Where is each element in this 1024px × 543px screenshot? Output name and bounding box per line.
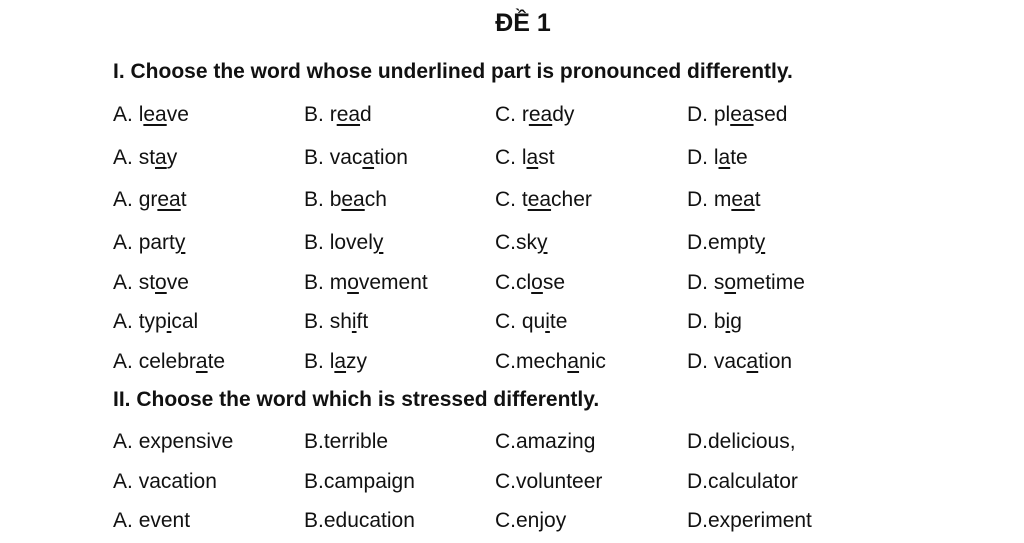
word-part: st	[538, 146, 555, 169]
word-part: vac	[329, 146, 363, 169]
option-d	[687, 509, 812, 533]
option-label: D.	[687, 188, 714, 211]
option-c	[495, 350, 606, 374]
underlined-part: a	[362, 146, 375, 169]
option-label: C.	[495, 350, 516, 373]
word-part: typ	[138, 310, 167, 333]
option-label: B.	[304, 310, 330, 333]
word-part: g	[730, 310, 742, 333]
option-label: A.	[113, 470, 139, 493]
option-d	[687, 146, 748, 170]
word-part: ft	[356, 310, 369, 333]
word-part: enjoy	[516, 509, 567, 532]
word-part: education	[323, 509, 415, 532]
option-label: D.	[687, 231, 708, 254]
option-label: D.	[687, 310, 714, 333]
option-label: B.	[304, 430, 324, 453]
word-part: ve	[166, 103, 189, 126]
word-part: vac	[713, 350, 747, 373]
underlined-part: a	[195, 350, 208, 373]
word-part: qu	[521, 310, 546, 333]
word-part: l	[329, 350, 335, 373]
word-part: lovel	[329, 231, 373, 254]
word-part: experiment	[708, 509, 812, 532]
option-label: C.	[495, 509, 516, 532]
word-part: amazing	[516, 430, 596, 453]
option-label: D.	[687, 146, 714, 169]
option-b	[304, 188, 387, 212]
option-label: D.	[687, 430, 708, 453]
option-b	[304, 146, 408, 170]
word-part: st	[138, 271, 156, 294]
option-c	[495, 310, 567, 334]
option-label: A.	[113, 188, 139, 211]
word-part: st	[138, 146, 156, 169]
option-d	[687, 310, 742, 334]
underlined-part: ea	[730, 103, 754, 126]
option-b	[304, 310, 368, 334]
option-b	[304, 231, 383, 255]
option-b	[304, 103, 372, 127]
underlined-part: ea	[527, 188, 552, 211]
underlined-part: o	[724, 271, 737, 294]
word-part: se	[542, 271, 566, 294]
option-label: A.	[113, 509, 139, 532]
word-part: delicious,	[708, 430, 796, 453]
underlined-part: o	[531, 271, 543, 294]
word-part: l	[138, 103, 144, 126]
option-label: D.	[687, 509, 708, 532]
option-a	[113, 470, 217, 494]
option-a	[113, 310, 198, 334]
word-part: t	[521, 188, 528, 211]
underlined-part: ea	[143, 103, 167, 126]
option-label: B.	[304, 231, 330, 254]
option-label: B.	[304, 509, 324, 532]
word-part: cal	[171, 310, 199, 333]
option-b	[304, 271, 428, 295]
word-part: r	[521, 103, 529, 126]
word-part: cl	[516, 271, 532, 294]
word-part: m	[713, 188, 732, 211]
underlined-part: a	[718, 146, 731, 169]
word-part: te	[549, 310, 568, 333]
word-part: volunteer	[516, 470, 603, 493]
word-part: dy	[552, 103, 575, 126]
option-label: A.	[113, 310, 139, 333]
option-label: B.	[304, 271, 330, 294]
underlined-part: i	[725, 310, 731, 333]
word-part: te	[207, 350, 226, 373]
word-part: sed	[753, 103, 788, 126]
option-d	[687, 103, 787, 127]
word-part: vement	[358, 271, 428, 294]
option-c	[495, 271, 565, 295]
word-part: b	[713, 310, 726, 333]
option-label: B.	[304, 146, 330, 169]
word-part: l	[521, 146, 527, 169]
page-title: ĐỀ 1	[495, 9, 551, 37]
underlined-part: ea	[341, 188, 365, 211]
option-c	[495, 430, 595, 454]
word-part: cher	[551, 188, 592, 211]
word-part: expensive	[138, 430, 234, 453]
option-label: A.	[113, 231, 139, 254]
option-a	[113, 188, 187, 212]
underlined-part: o	[155, 271, 167, 294]
option-a	[113, 146, 177, 170]
word-part: celebr	[138, 350, 196, 373]
option-label: C.	[495, 271, 516, 294]
word-part: empt	[708, 231, 755, 254]
word-part: pl	[713, 103, 731, 126]
option-c	[495, 509, 566, 533]
word-part: tion	[758, 350, 793, 373]
option-label: C.	[495, 231, 516, 254]
word-part: terrible	[323, 430, 389, 453]
option-d	[687, 470, 798, 494]
option-c	[495, 470, 602, 494]
underlined-part: y	[537, 231, 548, 254]
option-b	[304, 509, 415, 533]
option-a	[113, 350, 225, 374]
word-part: t	[754, 188, 761, 211]
option-label: D.	[687, 470, 708, 493]
option-a	[113, 231, 185, 255]
section-heading-2: II. Choose the word which is stressed differently.	[113, 388, 600, 411]
option-label: C.	[495, 430, 516, 453]
option-d	[687, 271, 805, 295]
option-label: A.	[113, 271, 139, 294]
underlined-part: a	[567, 350, 580, 373]
option-a	[113, 509, 190, 533]
word-part: d	[360, 103, 372, 126]
word-part: b	[329, 188, 342, 211]
underlined-part: i	[166, 310, 172, 333]
option-c	[495, 146, 555, 170]
word-part: part	[138, 231, 175, 254]
underlined-part: ea	[528, 103, 553, 126]
option-label: D.	[687, 103, 714, 126]
word-part: mech	[516, 350, 568, 373]
word-part: vacation	[138, 470, 217, 493]
option-label: C.	[495, 146, 522, 169]
underlined-part: ea	[157, 188, 181, 211]
option-b	[304, 430, 388, 454]
option-b	[304, 470, 415, 494]
underlined-part: y	[174, 231, 186, 254]
option-label: A.	[113, 350, 139, 373]
option-label: D.	[687, 271, 714, 294]
word-part: tion	[374, 146, 408, 169]
word-part: nic	[579, 350, 606, 373]
word-part: t	[180, 188, 187, 211]
option-a	[113, 430, 233, 454]
underlined-part: i	[545, 310, 550, 333]
option-label: C.	[495, 470, 516, 493]
underlined-part: a	[334, 350, 347, 373]
word-part: l	[713, 146, 719, 169]
word-part: s	[713, 271, 725, 294]
option-label: C.	[495, 103, 522, 126]
option-label: B.	[304, 103, 330, 126]
word-part: calculator	[708, 470, 798, 493]
word-part: sh	[329, 310, 352, 333]
word-part: campaign	[323, 470, 415, 493]
option-label: C.	[495, 188, 522, 211]
word-part: te	[730, 146, 748, 169]
word-part: zy	[346, 350, 368, 373]
underlined-part: y	[754, 231, 766, 254]
option-d	[687, 350, 792, 374]
word-part: r	[329, 103, 337, 126]
option-c	[495, 231, 548, 255]
option-label: A.	[113, 103, 139, 126]
underlined-part: o	[347, 271, 359, 294]
word-part: gr	[138, 188, 158, 211]
underlined-part: ea	[336, 103, 361, 126]
option-c	[495, 188, 592, 212]
option-label: B.	[304, 350, 330, 373]
section-heading-1: I. Choose the word whose underlined part is pronounced differently.	[113, 60, 793, 83]
option-d	[687, 430, 796, 454]
option-label: C.	[495, 310, 522, 333]
option-label: D.	[687, 350, 714, 373]
word-part: ch	[364, 188, 387, 211]
option-b	[304, 350, 367, 374]
option-label: A.	[113, 146, 139, 169]
underlined-part: a	[526, 146, 539, 169]
option-d	[687, 231, 765, 255]
underlined-part: a	[746, 350, 759, 373]
option-a	[113, 103, 189, 127]
word-part: metime	[736, 271, 805, 294]
underlined-part: y	[372, 231, 384, 254]
option-label: B.	[304, 188, 330, 211]
underlined-part: i	[351, 310, 357, 333]
word-part: event	[138, 509, 191, 532]
underlined-part: a	[155, 146, 167, 169]
option-label: A.	[113, 430, 139, 453]
option-d	[687, 188, 761, 212]
word-part: y	[166, 146, 178, 169]
underlined-part: ea	[731, 188, 755, 211]
option-a	[113, 271, 189, 295]
word-part: sk	[516, 231, 537, 254]
word-part: ve	[166, 271, 189, 294]
option-c	[495, 103, 574, 127]
word-part: m	[329, 271, 348, 294]
option-label: B.	[304, 470, 324, 493]
